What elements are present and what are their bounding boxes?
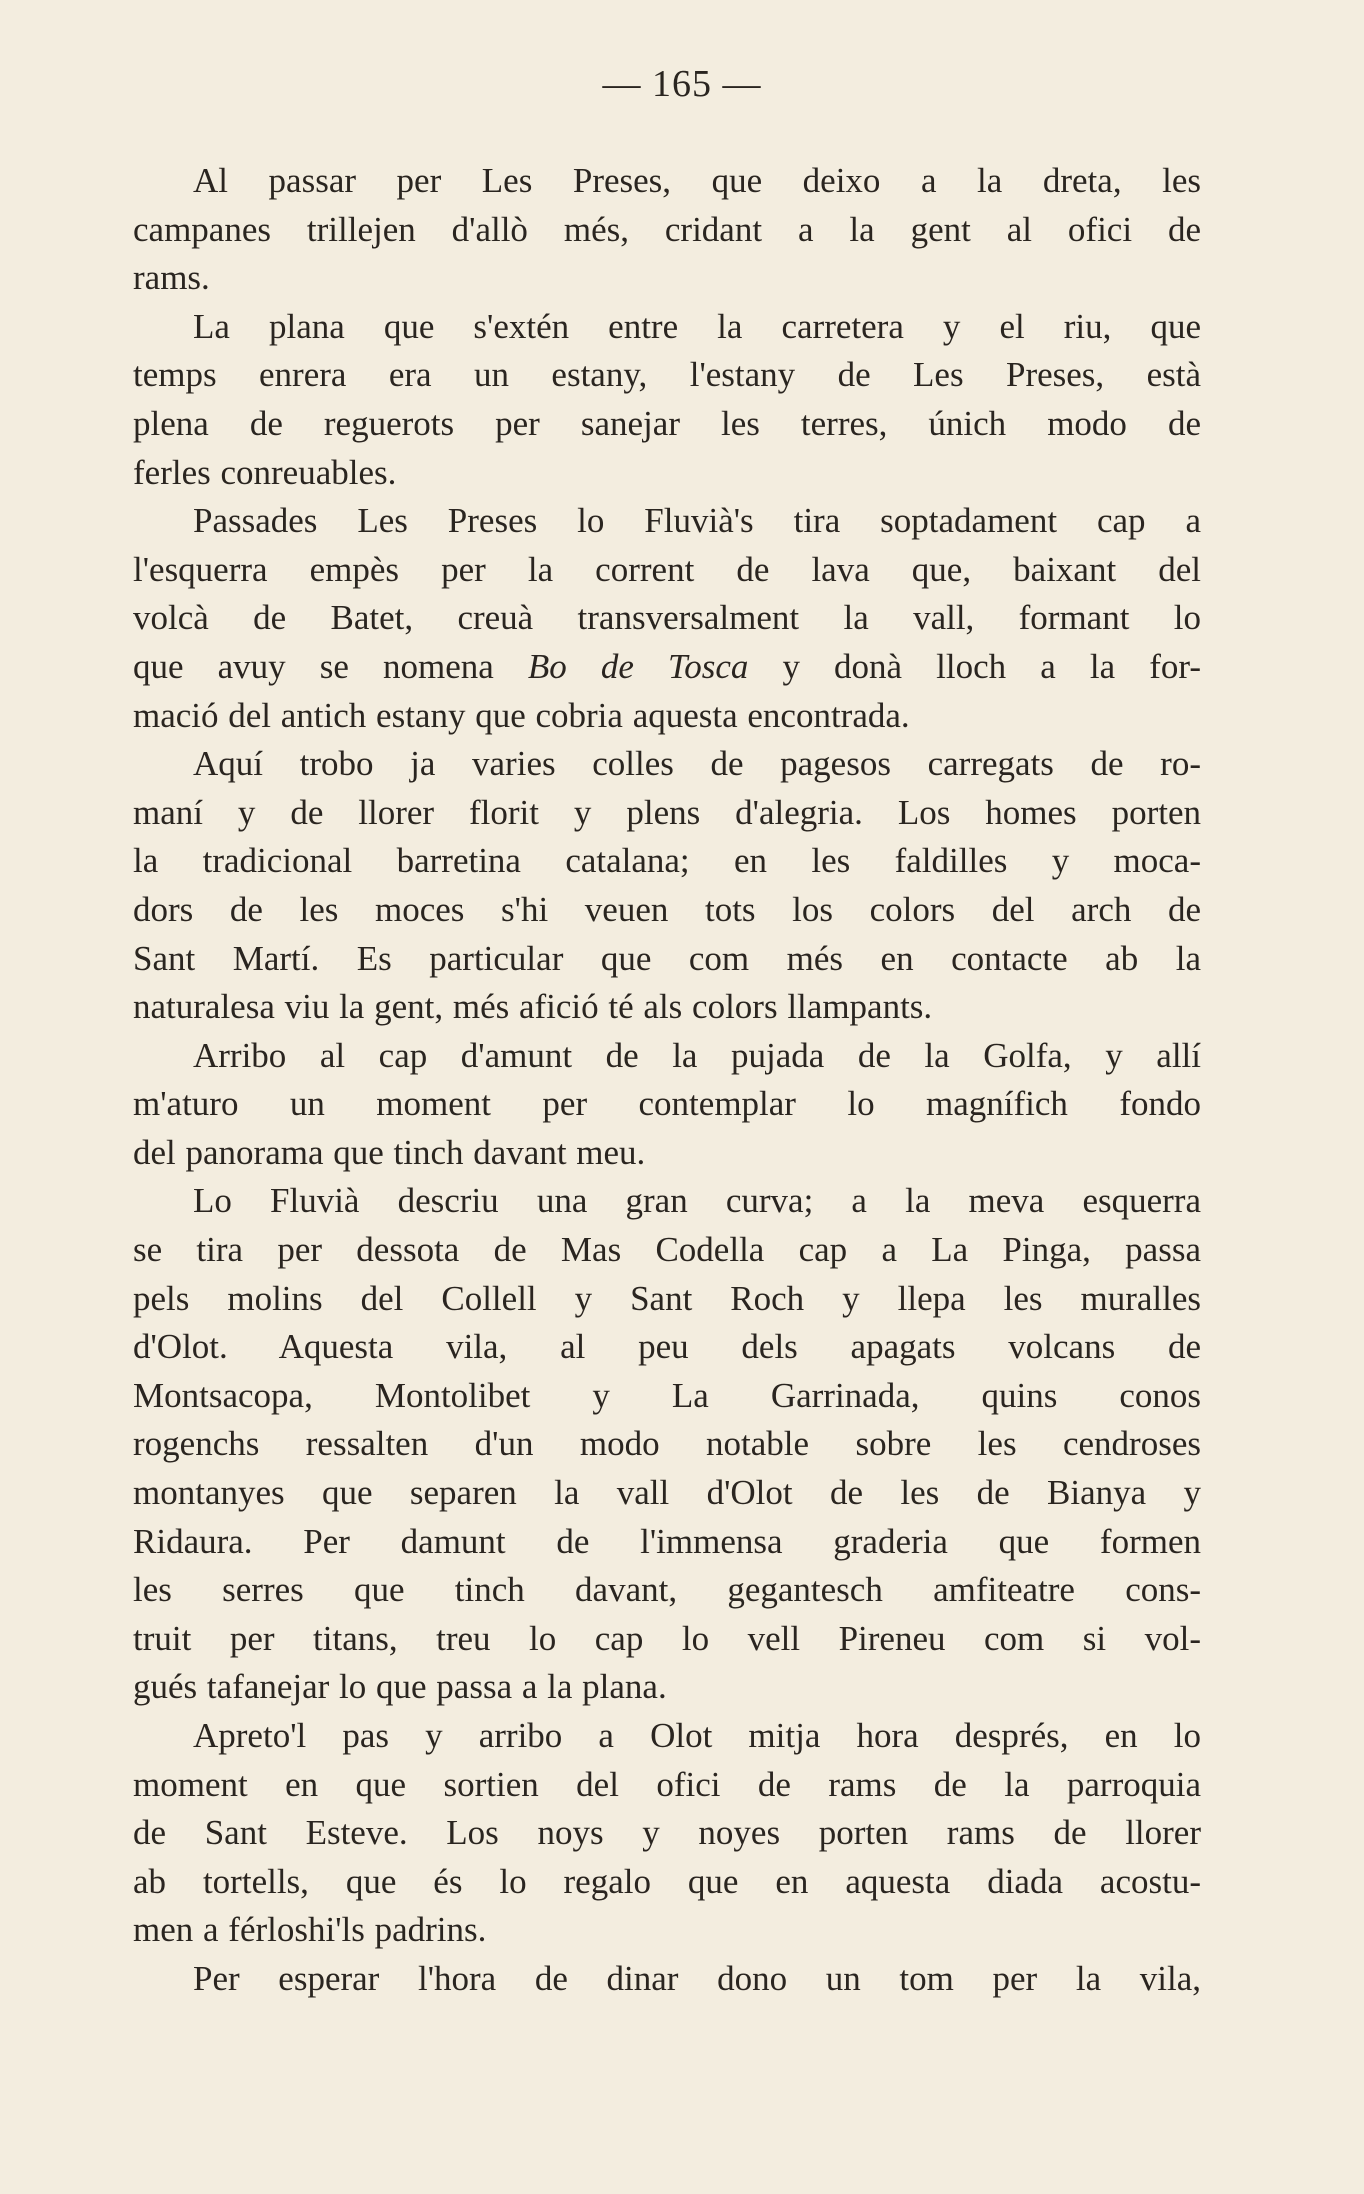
text-line: la tradicional barretina catalana; en les faldilles y moca-: [133, 841, 1201, 881]
body-text: [133, 157, 1201, 2004]
text-line: Montsacopa, Montolibet y La Garrinada, quins conos: [133, 1375, 1201, 1415]
text-line: truit per titans, treu lo cap lo vell Pireneu com si vol-: [133, 1618, 1201, 1658]
text-line: volcà de Batet, creuà transversalment la vall, formant lo: [133, 598, 1201, 638]
text-line: pels molins del Collell y Sant Roch y llepa les muralles: [133, 1278, 1201, 1318]
text-line: dors de les moces s'hi veuen tots los colors del arch de: [133, 889, 1201, 929]
text-line: d'Olot. Aquesta vila, al peu dels apagats volcans de: [133, 1327, 1201, 1367]
text-line: les serres que tinch davant, gegantesch amfiteatre cons-: [133, 1570, 1201, 1610]
text-line: gués tafanejar lo que passa a la plana.: [133, 1667, 667, 1707]
text-line: de Sant Esteve. Los noys y noyes porten rams de llorer: [133, 1813, 1201, 1853]
text-line: rams.: [133, 258, 210, 298]
page-number: — 165 —: [602, 63, 762, 105]
text-line: naturalesa viu la gent, més afició té als colors llampants.: [133, 987, 933, 1027]
text-line: Aquí trobo ja varies colles de pagesos carregats de ro-: [193, 744, 1201, 784]
text-line: Arribo al cap d'amunt de la pujada de la Golfa, y allí: [193, 1035, 1201, 1075]
text-line: moment en que sortien del ofici de rams de la parroquia: [133, 1764, 1201, 1804]
text-line: men a férloshi'ls padrins.: [133, 1910, 487, 1950]
text-line: m'aturo un moment per contemplar lo magnífich fondo: [133, 1084, 1201, 1124]
text-line: [133, 643, 1201, 692]
text-line: plena de reguerots per sanejar les terres, únich modo de: [133, 403, 1201, 443]
text-line: Per esperar l'hora de dinar dono un tom per la vila,: [193, 1958, 1201, 1998]
text-segment: y donà lloch a la for-: [748, 646, 1201, 686]
text-line: Sant Martí. Es particular que com més en contacte ab la: [133, 938, 1201, 978]
text-line: La plana que s'extén entre la carretera y el riu, que: [193, 306, 1201, 346]
text-line: Apreto'l pas y arribo a Olot mitja hora després, en lo: [193, 1716, 1201, 1755]
text-line: ferles conreuables.: [133, 452, 397, 492]
text-line: rogenchs ressalten d'un modo notable sobre les cendroses: [133, 1424, 1201, 1464]
text-line: ab tortells, que és lo regalo que en aquesta diada acostu-: [133, 1861, 1201, 1901]
text-line: Al passar per Les Preses, que deixo a la dreta, les: [193, 161, 1201, 200]
text-line: Passades Les Preses lo Fluvià's tira soptadament cap a: [193, 501, 1201, 541]
text-line: se tira per dessota de Mas Codella cap a La Pinga, passa: [133, 1230, 1201, 1270]
text-line: maní y de llorer florit y plens d'alegria. Los homes porten: [133, 792, 1201, 832]
text-line: temps enrera era un estany, l'estany de Les Preses, està: [133, 355, 1201, 395]
text-line: montanyes que separen la vall d'Olot de les de Bianya y: [133, 1473, 1201, 1513]
text-line: Ridaura. Per damunt de l'immensa graderia que formen: [133, 1521, 1201, 1561]
text-line: Lo Fluvià descriu una gran curva; a la meva esquerra: [193, 1181, 1201, 1221]
text-line: campanes trillejen d'allò més, cridant a la gent al ofici de: [133, 209, 1201, 249]
text-line: l'esquerra empès per la corrent de lava que, baixant del: [133, 549, 1201, 589]
text-line: del panorama que tinch davant meu.: [133, 1132, 646, 1172]
text-segment: que avuy se nomena: [133, 646, 528, 686]
text-line: mació del antich estany que cobria aquesta encontrada.: [133, 695, 910, 735]
italic-place-name: Bo de Tosca: [527, 646, 749, 686]
